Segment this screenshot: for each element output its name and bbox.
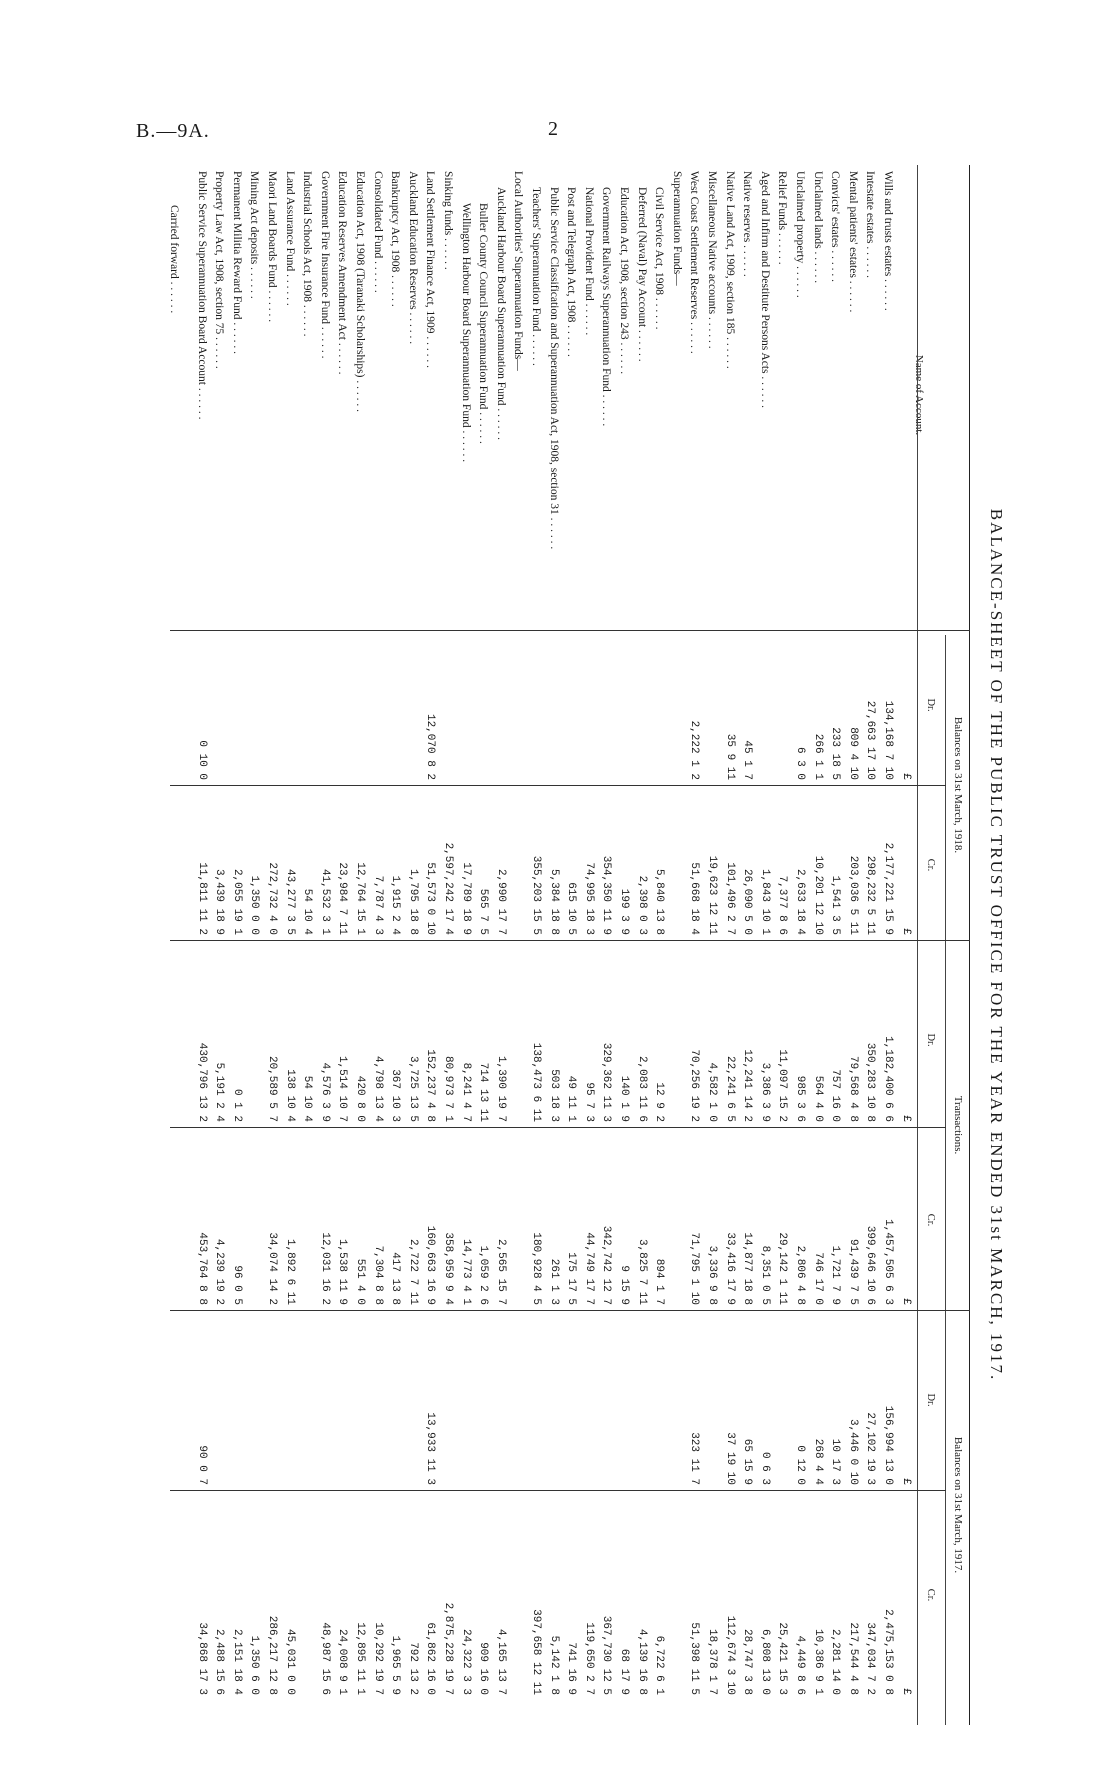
amount-b18-dr: 45 1 7 xyxy=(741,740,754,780)
group-header-1917: Balances on 31st March, 1917. xyxy=(952,1436,964,1574)
table-row xyxy=(316,165,333,1725)
header-rule xyxy=(917,165,918,1725)
amount-t-cr: 1,059 2 6 xyxy=(477,1245,490,1305)
amount-t-cr: 71,795 1 10 xyxy=(688,1232,701,1305)
table-row xyxy=(457,165,474,1725)
account-name: Government Fire Insurance Fund . . . . . . xyxy=(318,171,331,359)
amount-b18-cr: 354,350 11 9 xyxy=(600,855,613,935)
amount-t-dr: 350,283 10 8 xyxy=(864,1042,877,1122)
amount-b17-dr: 156,994 13 0 xyxy=(882,1405,894,1485)
table-row xyxy=(421,165,438,1725)
amount-t-cr: 417 13 8 xyxy=(389,1252,402,1305)
amount-t-dr: 22,241 6 5 xyxy=(723,1055,736,1122)
amount-t-cr: 12,031 16 2 xyxy=(318,1232,331,1305)
amount-b17-cr: 24,008 9 1 xyxy=(336,1628,349,1695)
unit-label: £ xyxy=(900,1688,912,1695)
amount-b18-dr: 0 10 0 xyxy=(195,740,208,780)
amount-b17-dr: 0 12 0 xyxy=(794,1445,806,1485)
table-row xyxy=(756,165,773,1725)
amount-t-cr: 180,928 4 5 xyxy=(530,1232,542,1305)
amount-b17-cr: 28,747 3 8 xyxy=(741,1628,754,1695)
amount-b18-dr: 233 18 5 xyxy=(829,727,842,780)
amount-b18-dr: 12,070 8 2 xyxy=(424,713,437,780)
amount-b17-cr: 6,808 13 0 xyxy=(758,1628,771,1695)
amount-b18-cr: 615 10 5 xyxy=(565,882,578,935)
amount-t-dr: 1,514 10 7 xyxy=(336,1055,349,1122)
amount-t-cr: 175 17 5 xyxy=(565,1252,578,1305)
amount-b17-cr: 12,895 11 1 xyxy=(354,1622,366,1695)
column-header-1917-cr: Cr. xyxy=(925,1588,936,1602)
amount-b17-cr: 792 13 2 xyxy=(406,1642,419,1695)
amount-b17-dr: 323 11 7 xyxy=(688,1432,701,1485)
account-name: Convicts' estates . . . . . . xyxy=(829,171,842,282)
account-name: Wills and trusts estates . . . . . . xyxy=(882,171,894,311)
amount-t-dr: 49 11 1 xyxy=(565,1075,578,1122)
amount-b17-cr: 217,544 4 8 xyxy=(846,1622,859,1695)
amount-b18-cr: 7,787 4 3 xyxy=(371,875,384,935)
column-header-1918-dr: Dr. xyxy=(925,698,936,712)
amount-b17-cr: 397,658 12 11 xyxy=(530,1609,542,1695)
amount-t-cr: 3,825 7 11 xyxy=(635,1238,648,1305)
account-name: Property Law Act, 1908, section 75 . . . . . . xyxy=(213,171,226,369)
amount-b17-cr: 367,730 12 5 xyxy=(600,1615,613,1695)
amount-t-cr: 399,646 10 6 xyxy=(864,1225,877,1305)
top-rule xyxy=(969,165,970,1725)
amount-b18-cr: 43,277 3 5 xyxy=(283,868,296,935)
account-name: Mining Act deposits . . . . . . xyxy=(248,171,261,299)
table-row xyxy=(703,165,720,1725)
table-row xyxy=(492,165,509,1725)
table-row xyxy=(879,165,896,1725)
table-row xyxy=(369,165,386,1725)
amount-b17-cr: 18,378 1 7 xyxy=(706,1628,718,1695)
amount-b18-cr: 7,377 8 6 xyxy=(776,875,789,935)
table-row xyxy=(650,165,667,1725)
amount-t-cr: 3,336 9 8 xyxy=(706,1245,718,1305)
amount-t-dr: 54 10 4 xyxy=(301,1075,314,1122)
table-row xyxy=(861,165,878,1725)
group-rule xyxy=(945,635,946,1725)
column-header-trans-cr: Cr. xyxy=(925,1213,936,1227)
amount-b18-dr: 134,168 7 10 xyxy=(882,700,894,780)
amount-b17-cr: 2,475,153 0 8 xyxy=(882,1609,894,1695)
amount-b18-dr: 266 1 1 xyxy=(811,733,824,780)
account-name: Native Land Act, 1909, section 185 . . . . . . xyxy=(723,171,736,369)
carried-forward-row xyxy=(165,165,182,1725)
amount-t-cr: 2,806 4 8 xyxy=(794,1245,806,1305)
amount-b17-cr: 119,650 2 7 xyxy=(582,1622,595,1695)
amount-t-cr: 1,538 11 9 xyxy=(336,1238,349,1305)
account-name: Deferred (Naval) Pay Account . . . . . . xyxy=(635,187,648,362)
table-row xyxy=(562,165,579,1725)
amount-b18-cr: 272,732 4 0 xyxy=(266,862,278,935)
carried-forward-label: Carried forward . . . . . . xyxy=(168,205,180,314)
account-name: Superannuation Funds— xyxy=(670,171,683,286)
account-name: Education Reserves Amendment Act . . . . . . xyxy=(336,171,349,375)
amount-b17-dr: 27,102 19 3 xyxy=(864,1412,877,1485)
table-row xyxy=(228,165,245,1725)
amount-t-dr: 138 10 4 xyxy=(283,1069,296,1122)
amount-t-dr: 80,973 7 1 xyxy=(442,1055,454,1122)
table-row xyxy=(615,165,632,1725)
group-header-1918: Balances on 31st March, 1918. xyxy=(952,716,964,854)
amount-b17-dr: 90 0 7 xyxy=(195,1445,208,1485)
table-row xyxy=(263,165,280,1725)
amount-t-cr: 453,764 8 8 xyxy=(195,1232,208,1305)
account-name: Unclaimed lands . . . . . . xyxy=(811,171,824,284)
amount-b17-cr: 45,031 0 0 xyxy=(283,1628,296,1695)
account-name: Public Service Superannuation Board Account . . . . . . xyxy=(195,171,208,420)
account-name: Maori Land Boards Fund . . . . . . xyxy=(266,171,278,323)
amount-b17-cr: 10,292 19 7 xyxy=(371,1622,384,1695)
amount-b18-cr: 74,995 18 3 xyxy=(582,862,595,935)
amount-b17-dr: 268 4 4 xyxy=(811,1438,824,1485)
amount-b17-cr: 68 17 9 xyxy=(618,1648,630,1695)
account-name: Post and Telegraph Act, 1908 . . . . . . xyxy=(565,187,578,357)
amount-t-cr: 1,721 7 9 xyxy=(829,1245,842,1305)
amount-t-cr: 2,722 7 11 xyxy=(406,1238,419,1305)
account-name: Permanent Militia Reward Fund . . . . . . xyxy=(230,171,243,355)
table-row xyxy=(281,165,298,1725)
amount-b17-cr: 10,386 9 1 xyxy=(811,1628,824,1695)
amount-t-cr: 1,892 6 11 xyxy=(283,1238,296,1305)
amount-b17-cr: 25,421 15 3 xyxy=(776,1622,789,1695)
table-row xyxy=(844,165,861,1725)
table-row xyxy=(210,165,227,1725)
amount-b18-cr: 23,984 7 11 xyxy=(336,862,349,935)
amount-t-dr: 12 9 2 xyxy=(653,1082,666,1122)
account-name: Education Act, 1908 (Taranaki Scholarships) . . . . . . xyxy=(354,171,366,412)
amount-b18-cr: 19,623 12 11 xyxy=(706,855,718,935)
amount-t-dr: 79,568 4 8 xyxy=(846,1055,859,1122)
table-row xyxy=(333,165,350,1725)
account-name: Sinking funds . . . . . . xyxy=(442,171,454,270)
group-header-transactions: Transactions. xyxy=(952,1095,964,1155)
page-number: 2 xyxy=(548,118,558,140)
table-row xyxy=(404,165,421,1725)
amount-t-cr: 14,877 18 8 xyxy=(741,1232,754,1305)
amount-b17-cr: 2,151 18 4 xyxy=(230,1628,243,1695)
table-row xyxy=(738,165,755,1725)
amount-t-cr: 4,239 19 2 xyxy=(213,1238,226,1305)
amount-b18-cr: 2,597,242 17 4 xyxy=(442,842,454,935)
amount-b18-cr: 1,541 3 5 xyxy=(829,875,842,935)
amount-t-cr: 9 15 9 xyxy=(618,1265,630,1305)
table-row xyxy=(826,165,843,1725)
column-header-trans-dr: Dr. xyxy=(925,1033,936,1047)
amount-b18-dr: 2,222 1 2 xyxy=(688,720,701,780)
amount-b17-cr: 1,350 6 0 xyxy=(248,1635,261,1695)
table-row xyxy=(386,165,403,1725)
table-row xyxy=(809,165,826,1725)
amount-b17-cr: 2,281 14 0 xyxy=(829,1628,842,1695)
table-row xyxy=(668,165,685,1725)
table-row xyxy=(791,165,808,1725)
account-name: Miscellaneous Native accounts . . . . . . xyxy=(706,171,718,349)
amount-t-cr: 14,773 4 1 xyxy=(459,1238,472,1305)
column-header-name: Name of Account. xyxy=(913,354,925,436)
amount-b17-dr: 65 15 9 xyxy=(741,1438,754,1485)
amount-b17-cr: 112,674 3 10 xyxy=(723,1615,736,1695)
table-row xyxy=(597,165,614,1725)
amount-t-cr: 746 17 0 xyxy=(811,1252,824,1305)
amount-b17-cr: 909 16 0 xyxy=(477,1642,490,1695)
amount-b18-dr: 6 3 0 xyxy=(794,746,806,780)
table-row xyxy=(351,165,368,1725)
amount-b17-cr: 5,142 1 8 xyxy=(547,1635,560,1695)
account-name: Government Railways Superannuation Fund . . . . . . xyxy=(600,187,613,427)
amount-t-dr: 2,083 11 6 xyxy=(635,1055,648,1122)
amount-t-cr: 33,416 17 9 xyxy=(723,1232,736,1305)
amount-b18-cr: 2,633 18 4 xyxy=(794,868,806,935)
amount-t-dr: 4,576 3 9 xyxy=(318,1062,331,1122)
account-name: Teachers' Superannuation Fund . . . . . . xyxy=(530,187,542,366)
amount-t-dr: 138,473 6 11 xyxy=(530,1042,542,1122)
account-name: Bankruptcy Act, 1908 . . . . . . xyxy=(389,171,402,307)
account-name: Industrial Schools Act, 1908 . . . . . . xyxy=(301,171,314,337)
amount-b18-cr: 2,177,221 15 9 xyxy=(882,842,894,935)
amount-b18-cr: 5,840 13 8 xyxy=(653,868,666,935)
amount-t-cr: 7,304 8 8 xyxy=(371,1245,384,1305)
amount-t-dr: 0 1 2 xyxy=(230,1088,243,1122)
amount-b18-cr: 1,350 0 0 xyxy=(248,875,261,935)
amount-t-cr: 8,351 0 5 xyxy=(758,1245,771,1305)
amount-b18-cr: 2,055 19 1 xyxy=(230,868,243,935)
table-row xyxy=(633,165,650,1725)
amount-t-dr: 4,798 13 4 xyxy=(371,1055,384,1122)
unit-label: £ xyxy=(900,1115,912,1122)
amount-t-dr: 564 4 0 xyxy=(811,1075,824,1122)
account-name: Aged and Infirm and Destitute Persons Acts . . . . . . xyxy=(758,171,771,408)
amount-t-dr: 1,390 19 7 xyxy=(494,1055,507,1122)
amount-b17-cr: 4,165 13 7 xyxy=(494,1628,507,1695)
amount-t-dr: 430,796 13 2 xyxy=(195,1042,208,1122)
account-name: Unclaimed property . . . . . . xyxy=(794,171,806,298)
amount-t-cr: 551 4 0 xyxy=(354,1258,366,1305)
amount-b17-cr: 286,217 12 8 xyxy=(266,1615,278,1695)
account-name: Native reserves . . . . . . xyxy=(741,171,754,277)
table-row xyxy=(245,165,262,1725)
amount-b17-cr: 48,987 15 6 xyxy=(318,1622,331,1695)
amount-b18-dr: 35 9 11 xyxy=(723,733,736,780)
amount-t-cr: 29,142 1 11 xyxy=(776,1232,789,1305)
account-name: Public Service Classification and Superannuation Act, 1908, section 31 . . . . . . xyxy=(547,187,560,550)
table-row xyxy=(545,165,562,1725)
amount-b17-cr: 24,322 3 3 xyxy=(459,1628,472,1695)
account-name: Intestate estates . . . . . . xyxy=(864,171,877,278)
account-name: Education Act, 1908, section 243 . . . . . . xyxy=(618,187,630,375)
amount-b18-cr: 17,789 18 9 xyxy=(459,862,472,935)
amount-b17-cr: 4,449 8 6 xyxy=(794,1635,806,1695)
sheet-title: BALANCE-SHEET OF THE PUBLIC TRUST OFFICE FOR THE YEAR ENDED 31st MARCH, 1917. xyxy=(987,508,1006,1382)
account-name: Auckland Education Reserves . . . . . . xyxy=(406,171,419,345)
unit-label: £ xyxy=(900,1298,912,1305)
amount-t-dr: 140 1 9 xyxy=(618,1075,630,1122)
account-name: Civil Service Act, 1908 . . . . . . xyxy=(653,187,666,330)
amount-t-dr: 3,725 13 5 xyxy=(406,1055,419,1122)
amount-b18-cr: 26,090 5 0 xyxy=(741,868,754,935)
account-name: Buller County Council Superannuation Fund . . . . . . xyxy=(477,203,490,444)
amount-b17-cr: 4,139 16 8 xyxy=(635,1628,648,1695)
amount-b17-dr: 10 17 3 xyxy=(829,1438,842,1485)
amount-t-dr: 70,256 19 2 xyxy=(688,1049,701,1122)
amount-b17-cr: 2,875,228 19 7 xyxy=(442,1602,454,1695)
account-name: Consolidated Fund . . . . . . xyxy=(371,171,384,293)
amount-t-dr: 367 10 3 xyxy=(389,1069,402,1122)
amount-b17-dr: 13,933 11 3 xyxy=(424,1412,437,1485)
amount-t-cr: 91,439 7 5 xyxy=(846,1238,859,1305)
amount-b18-cr: 199 3 9 xyxy=(618,888,630,935)
amount-b18-cr: 203,036 5 11 xyxy=(846,855,859,935)
amount-b18-cr: 5,384 18 8 xyxy=(547,868,560,935)
column-header-1918-cr: Cr. xyxy=(925,858,936,872)
unit-label: £ xyxy=(900,773,912,780)
amount-t-dr: 95 7 3 xyxy=(582,1082,595,1122)
amount-b17-cr: 61,862 16 0 xyxy=(424,1622,437,1695)
amount-t-dr: 757 16 0 xyxy=(829,1069,842,1122)
amount-t-cr: 44,749 17 7 xyxy=(582,1232,595,1305)
amount-b17-cr: 2,488 15 6 xyxy=(213,1628,226,1695)
table-row xyxy=(527,165,544,1725)
unit-label: £ xyxy=(900,1478,912,1485)
amount-t-cr: 2,565 15 7 xyxy=(494,1238,507,1305)
table-row xyxy=(580,165,597,1725)
table-row xyxy=(298,165,315,1725)
amount-t-cr: 96 0 5 xyxy=(230,1265,243,1305)
amount-t-dr: 8,241 4 7 xyxy=(459,1062,472,1122)
amount-t-dr: 503 18 3 xyxy=(547,1069,560,1122)
amount-b17-dr: 0 6 3 xyxy=(758,1451,771,1485)
account-name: National Provident Fund . . . . . . xyxy=(582,187,595,336)
balance-sheet xyxy=(160,165,1020,1725)
amount-t-dr: 5,191 2 4 xyxy=(213,1062,226,1122)
amount-b17-cr: 6,722 6 1 xyxy=(653,1635,666,1695)
amount-t-cr: 358,959 9 4 xyxy=(442,1232,454,1305)
amount-b18-cr: 3,439 18 9 xyxy=(213,868,226,935)
table-row xyxy=(439,165,456,1725)
amount-t-dr: 985 3 6 xyxy=(794,1075,806,1122)
account-name: Auckland Harbour Board Superannuation Fund . . . . . . xyxy=(494,187,507,440)
amount-b17-cr: 347,034 7 2 xyxy=(864,1622,877,1695)
amount-b18-dr: 27,663 17 10 xyxy=(864,700,877,780)
account-name: West Coast Settlement Reserves . . . . . . xyxy=(688,171,701,354)
amount-b18-cr: 41,532 3 1 xyxy=(318,868,331,935)
amount-t-dr: 20,589 5 7 xyxy=(266,1055,278,1122)
account-name: Land Assurance Fund . . . . . . xyxy=(283,171,296,306)
amount-t-dr: 12,241 14 2 xyxy=(741,1049,754,1122)
account-name: Mental patients' estates . . . . . . xyxy=(846,171,859,313)
table-row xyxy=(685,165,702,1725)
amount-b17-dr: 3,446 0 10 xyxy=(846,1418,859,1485)
amount-t-dr: 714 13 11 xyxy=(477,1062,490,1122)
amount-t-dr: 420 8 0 xyxy=(354,1075,366,1122)
unit-label: £ xyxy=(900,928,912,935)
account-name: Relief Funds . . . . . . xyxy=(776,171,789,265)
amount-b18-cr: 1,915 2 4 xyxy=(389,875,402,935)
amount-t-dr: 3,386 3 9 xyxy=(758,1062,771,1122)
table-row xyxy=(509,165,526,1725)
amount-b18-cr: 355,203 15 5 xyxy=(530,855,542,935)
amount-t-dr: 11,097 15 2 xyxy=(776,1049,789,1122)
column-header-1917-dr: Dr. xyxy=(925,1393,936,1407)
amount-b18-cr: 2,398 0 3 xyxy=(635,875,648,935)
amount-t-dr: 329,362 11 3 xyxy=(600,1042,613,1122)
amount-b18-cr: 101,496 2 7 xyxy=(723,862,736,935)
amount-b18-cr: 51,668 18 4 xyxy=(688,862,701,935)
amount-b18-cr: 10,201 12 10 xyxy=(811,855,824,935)
account-name: Local Authorities' Superannuation Funds— xyxy=(512,171,525,371)
document-reference: B.—9A. xyxy=(136,120,210,142)
amount-b18-cr: 54 10 4 xyxy=(301,888,314,935)
account-name: Land Settlement Finance Act, 1909 . . . . . . xyxy=(424,171,437,369)
amount-t-cr: 1,457,505 6 3 xyxy=(882,1219,894,1305)
amount-b18-cr: 565 7 5 xyxy=(477,888,490,935)
table-row xyxy=(773,165,790,1725)
amount-b18-cr: 1,795 18 8 xyxy=(406,868,419,935)
table-row xyxy=(721,165,738,1725)
amount-b18-cr: 2,990 17 7 xyxy=(494,868,507,935)
amount-b18-dr: 809 4 10 xyxy=(846,727,859,780)
amount-b18-cr: 12,764 15 1 xyxy=(354,862,366,935)
amount-b17-dr: 37 19 10 xyxy=(723,1432,736,1485)
amount-b18-cr: 1,843 10 1 xyxy=(758,868,771,935)
amount-t-cr: 261 1 3 xyxy=(547,1258,560,1305)
account-name: Wellington Harbour Board Superannuation Fund . . . . . . xyxy=(459,203,472,463)
amount-t-cr: 160,663 16 9 xyxy=(424,1225,437,1305)
amount-t-dr: 1,182,400 6 6 xyxy=(882,1036,894,1122)
amount-t-dr: 152,237 4 8 xyxy=(424,1049,437,1122)
amount-b18-cr: 51,573 0 10 xyxy=(424,862,437,935)
amount-b17-cr: 741 16 9 xyxy=(565,1642,578,1695)
amount-b17-cr: 1,965 5 9 xyxy=(389,1635,402,1695)
table-row xyxy=(193,165,210,1725)
table-row xyxy=(474,165,491,1725)
amount-t-dr: 4,582 1 0 xyxy=(706,1062,718,1122)
amount-b18-cr: 298,232 5 11 xyxy=(864,855,877,935)
amount-t-cr: 342,742 12 7 xyxy=(600,1225,613,1305)
amount-b18-cr: 11,811 11 2 xyxy=(195,862,208,935)
amount-b17-cr: 34,868 17 3 xyxy=(195,1622,208,1695)
amount-t-cr: 34,074 14 2 xyxy=(266,1232,278,1305)
amount-b17-cr: 51,398 11 5 xyxy=(688,1622,701,1695)
amount-t-cr: 894 1 7 xyxy=(653,1258,666,1305)
